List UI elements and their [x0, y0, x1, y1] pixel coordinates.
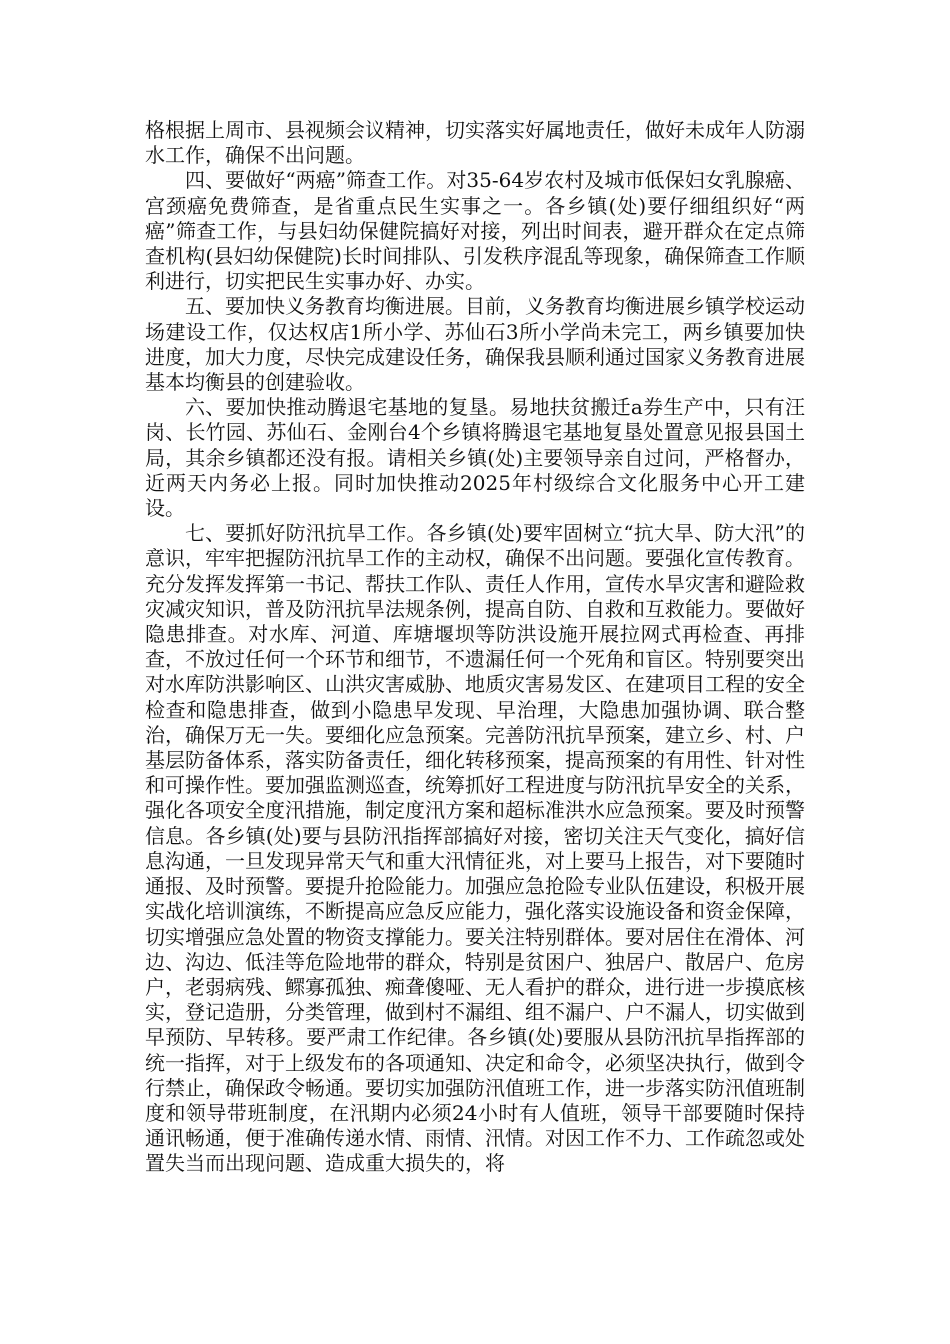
paragraph-section-5-education-balance: 五、要加快义务教育均衡进展。目前，义务教育均衡进展乡镇学校运动场建设工作，仅达权店1所小学、苏仙石3所小学尚未完工，两乡镇要加快进度，加大力度，尽快完成建设任务，确保我县顺利通过国家义务教育进展基本均衡县的创建验收。 [145, 294, 805, 395]
paragraph-section-7-flood-drought-control: 七、要抓好防汛抗旱工作。各乡镇(处)要牢固树立“抗大旱、防大汛”的意识，牢牢把握防汛抗旱工作的主动权，确保不出问题。要强化宣传教育。充分发挥发挥第一书记、帮扶工作队、责任人作用，宣传水旱灾害和避险救灾减灾知识，普及防汛抗旱法规条例，提高自防、自救和互救能力。要做好隐患排查。对水库、河道、库塘堰坝等防洪设施开展拉网式再检查、再排查，不放过任何一个环节和细节，不遗漏任何一个死角和盲区。特别要突出对水库防洪影响区、山洪灾害威胁、地质灾害易发区、在建项目工程的安全检查和隐患排查，做到小隐患早发现、早治理，大隐患加强协调、联合整治，确保万无一失。要细化应急预案。完善防汛抗旱预案，建立乡、村、户基层防备体系，落实防备责任，细化转移预案，提高预案的有用性、针对性和可操作性。要加强监测巡查，统筹抓好工程进度与防汛抗旱安全的关系，强化各项安全度汛措施，制定度汛方案和超标准洪水应急预案。要及时预警信息。各乡镇(处)要与县防汛指挥部搞好对接，密切关注天气变化，搞好信息沟通，一旦发现异常天气和重大汛情征兆，对上要马上报告，对下要随时通报、及时预警。要提升抢险能力。加强应急抢险专业队伍建设，积极开展实战化培训演练，不断提高应急反应能力，强化落实设施设备和资金保障，切实增强应急处置的物资支撑能力。要关注特别群体。要对居住在滑体、河边、沟边、低洼等危险地带的群众，特别是贫困户、独居户、散居户、危房户，老弱病残、鳏寡孤独、痴聋傻哑、无人看护的群众，进行进一步摸底核实，登记造册，分类管理，做到村不漏组、组不漏户、户不漏人，切实做到早预防、早转移。要严肃工作纪律。各乡镇(处)要服从县防汛抗旱指挥部的统一指挥，对于上级发布的各项通知、决定和命令，必须坚决执行，做到令行禁止，确保政令畅通。要切实加强防汛值班工作，进一步落实防汛值班制度和领导带班制度，在汛期内必须24小时有人值班，领导干部要随时保持通讯畅通，便于准确传递水情、雨情、汛情。对因工作不力、工作疏忽或处置失当而出现问题、造成重大损失的，将 [145, 521, 805, 1176]
paragraph-section-4-cancer-screening: 四、要做好“两癌”筛查工作。对35-64岁农村及城市低保妇女乳腺癌、宫颈癌免费筛查，是省重点民生实事之一。各乡镇(处)要仔细组织好“两癌”筛查工作，与县妇幼保健院搞好对接，列出时间表，避开群众在定点筛查机构(县妇幼保健院)长时间排队、引发秩序混乱等现象，确保筛查工作顺利进行，切实把民生实事办好、办实。 [145, 168, 805, 294]
paragraph-section-6-homestead-reclamation: 六、要加快推动腾退宅基地的复垦。易地扶贫搬迁a券生产中，只有汪岗、长竹园、苏仙石、金刚台4个乡镇将腾退宅基地复垦处置意见报县国土局，其余乡镇都还没有报。请相关乡镇(处)主要领导亲自过问，严格督办，近两天内务必上报。同时加快推动2025年村级综合文化服务中心开工建设。 [145, 395, 805, 521]
paragraph-continuation: 格根据上周市、县视频会议精神，切实落实好属地责任，做好未成年人防溺水工作，确保不出问题。 [145, 118, 805, 168]
document-body [145, 118, 805, 1177]
